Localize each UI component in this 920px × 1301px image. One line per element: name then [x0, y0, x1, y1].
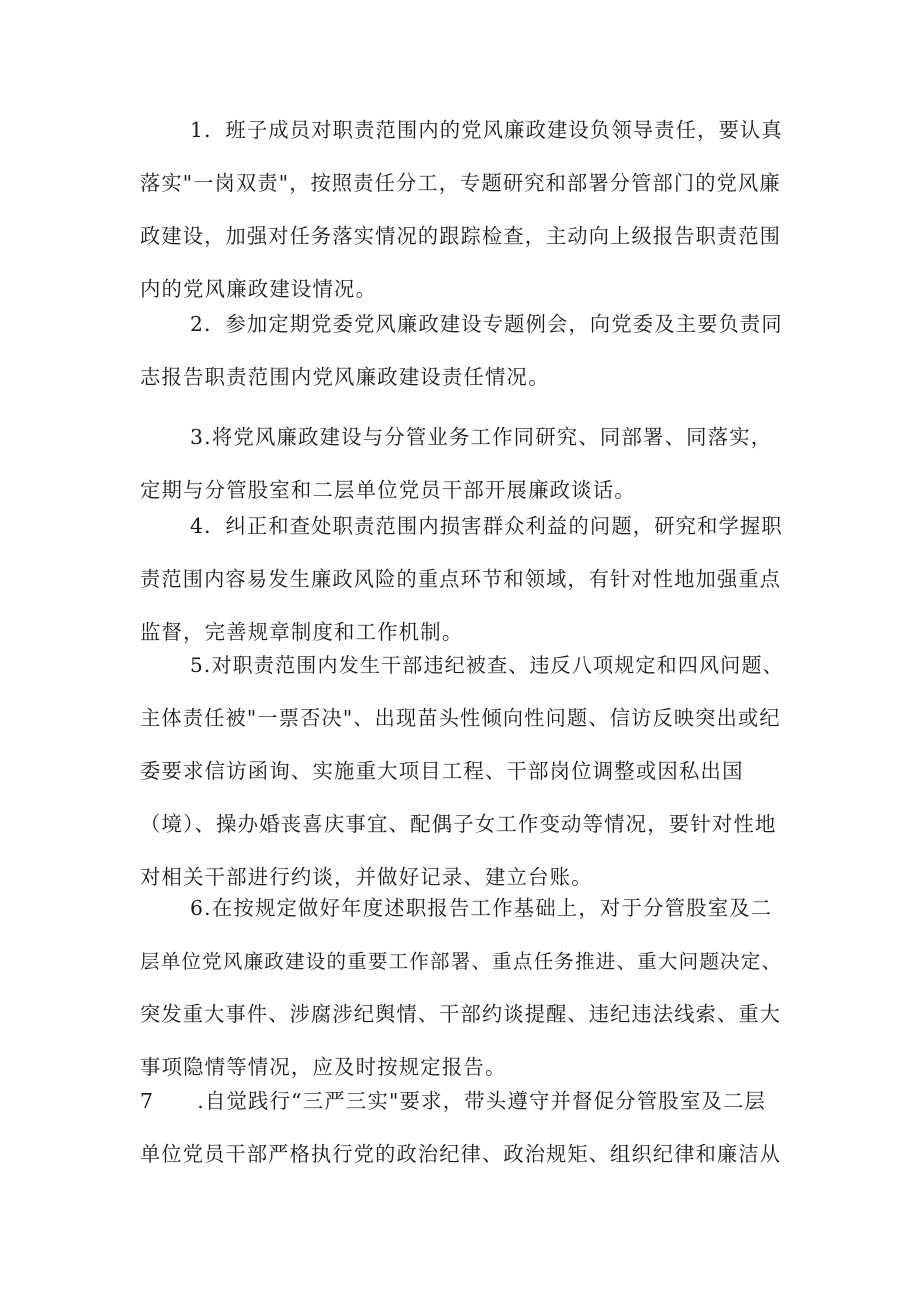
- paragraph-line: 7 .自觉践行“三严三实"要求，带头遵守并督促分管股室及二层: [140, 1089, 767, 1113]
- paragraph-line: 层单位党风廉政建设的重要工作部署、重点任务推进、重大问题决定、: [140, 950, 783, 973]
- paragraph-1: [140, 104, 800, 316]
- paragraph-line: 5.对职责范围内发生干部违纪被查、违反八项规定和四风问题、: [190, 653, 784, 677]
- paragraph-line: 政建设，加强对任务落实情况的跟踪检查，主动向上级报告职责范围: [140, 224, 782, 248]
- paragraph-line: 内的党风廉政建设情况。: [140, 277, 378, 301]
- paragraph-line: 委要求信访函询、实施重大项目工程、干部岗位调整或因私出国: [140, 759, 744, 783]
- paragraph-line: 落实"一岗双责"，按照责任分工，专题研究和部署分管部门的党风廉: [140, 171, 781, 195]
- paragraph-4: [140, 500, 800, 659]
- paragraph-7: [140, 1075, 800, 1181]
- paragraph-line: 责范围内容易发生廉政风险的重点环节和领域，有针对性地加强重点: [140, 567, 782, 591]
- paragraph-line: 3.将党风廉政建设与分管业务工作同研究、同部署、同落实，: [190, 425, 773, 449]
- paragraph-5: [140, 639, 800, 904]
- paragraph-line: 主体责任被"一票否决"、出现苗头性倾向性问题、信访反映突出或纪: [140, 706, 781, 730]
- paragraph-6: [140, 882, 800, 1094]
- paragraph-line: 2．参加定期党委党风廉政建设专题例会，向党委及主要负责同: [190, 312, 783, 336]
- paragraph-line: 监督，完善规章制度和工作机制。: [140, 620, 464, 644]
- paragraph-line: 事项隐情等情况，应及时按规定报告。: [140, 1055, 507, 1079]
- paragraph-line: （境）、操办婚丧喜庆事宜、配偶子女工作变动等情况，要针对性地: [140, 812, 777, 836]
- paragraph-line: 对相关干部进行约谈，并做好记录、建立台账。: [140, 865, 593, 889]
- paragraph-line: 定期与分管股室和二层单位党员干部开展廉政谈话。: [140, 478, 636, 502]
- paragraph-line: 单位党员干部严格执行党的政治纪律、政治规矩、组织纪律和廉洁从: [140, 1142, 782, 1166]
- paragraph-line: 6.在按规定做好年度述职报告工作基础上，对于分管股室及二: [190, 896, 773, 920]
- paragraph-line: 1．班子成员对职责范围内的党风廉政建设负领导责任，要认真: [190, 118, 783, 142]
- paragraph-line: 4．纠正和查处职责范围内损害群众利益的问题，研究和学握职: [190, 514, 783, 538]
- paragraph-2: [140, 298, 800, 404]
- paragraph-line: 志报告职责范围内党风廉政建设责任情况。: [140, 365, 550, 389]
- paragraph-line: 突发重大事件、涉腐涉纪舆情、干部约谈提醒、违纪违法线索、重大: [140, 1002, 782, 1026]
